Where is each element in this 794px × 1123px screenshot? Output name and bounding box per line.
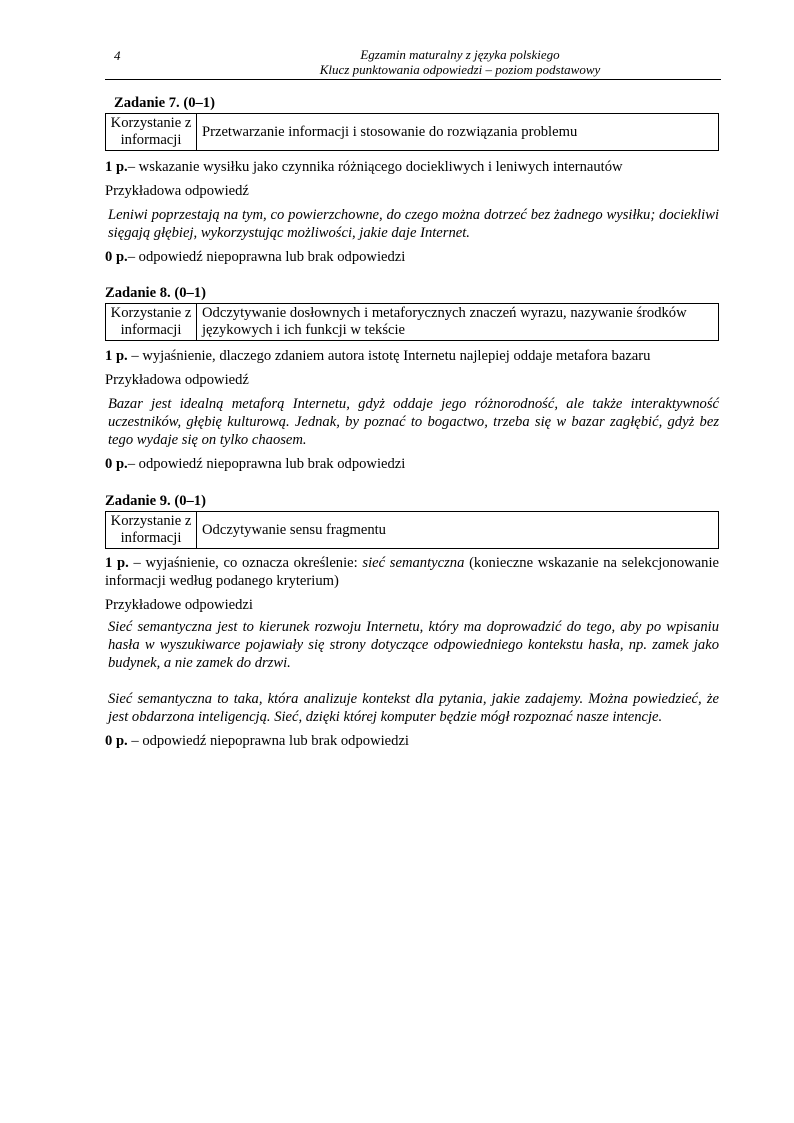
criterion-text: – odpowiedź niepoprawna lub brak odpowiedzi [127, 733, 409, 749]
task-9 [105, 493, 719, 549]
example-heading: Przykładowa odpowiedź [105, 183, 249, 199]
task-title: Zadanie 8. (0–1) [105, 285, 206, 301]
criterion-text: (konieczne wskazanie na selekcjonowanie informacji według podanego kryterium) [105, 555, 719, 589]
criterion-text: – wskazanie wysiłku jako czynnika różniącego dociekliwych i leniwych internautów [127, 159, 623, 175]
score-label: 0 p. [105, 249, 128, 265]
score-label: 1 p. [105, 555, 129, 571]
header-title: Egzamin maturalny z języka polskiego [360, 47, 560, 62]
skill-category: Korzystanie z informacji [106, 512, 197, 549]
example-heading: Przykładowa odpowiedź [105, 372, 249, 388]
task-7 [105, 95, 719, 151]
task-9-criteria [105, 554, 719, 750]
score-label: 0 p. [105, 456, 128, 472]
example-answer: Sieć semantyczna jest to kierunek rozwoju Internetu, który ma doprowadzić do tego, aby po wpisaniu hasła w wyszukiwarce pojawiały się strony dotyczące odpowiedniego kontekstu hasła, np. zamek jako budynek, a nie zamek do drzwi. [108, 619, 719, 671]
criterion-text: – odpowiedź niepoprawna lub brak odpowiedzi [127, 249, 406, 265]
score-label: 0 p. [105, 733, 128, 749]
criterion-text: – odpowiedź niepoprawna lub brak odpowiedzi [127, 456, 406, 472]
example-answer: Bazar jest idealną metaforą Internetu, gdyż oddaje jego różnorodność, ale także interaktywność uczestników, głębię kulturową. Jednak, by poznać to bogactwo, trzeba się w bazar zagłębić, gdyż bez tego wydaje się on tylko chaosem. [108, 396, 719, 448]
skill-description: Odczytywanie dosłownych i metaforycznych znaczeń wyrazu, nazywanie środków językowych i ich funkcji w tekście [197, 304, 719, 341]
skill-category: Korzystanie z informacji [106, 114, 197, 151]
page-number: 4 [114, 48, 121, 63]
score-label: 1 p. [105, 348, 128, 364]
running-header [200, 47, 720, 77]
zero-point-criterion [105, 248, 719, 266]
example-answer: Sieć semantyczna to taka, która analizuje kontekst dla pytania, jakie zadajemy. Można powiedzieć, że jest obdarzona inteligencją. Sieć, dzięki której komputer będzie mógł rozpoznać nasze intencje. [108, 691, 719, 725]
skill-table [105, 113, 719, 151]
skill-description: Odczytywanie sensu fragmentu [197, 512, 719, 549]
header-divider [105, 79, 721, 80]
example-heading: Przykładowe odpowiedzi [105, 597, 253, 613]
task-title: Zadanie 7. (0–1) [114, 95, 215, 111]
criterion-text: – wyjaśnienie, dlaczego zdaniem autora istotę Internetu najlepiej oddaje metafora bazaru [127, 348, 651, 364]
skill-category: Korzystanie z informacji [106, 304, 197, 341]
one-point-criterion [105, 554, 719, 590]
criterion-text: – wyjaśnienie, co oznacza określenie: [128, 555, 363, 571]
zero-point-criterion [105, 455, 719, 473]
criterion-term: sieć semantyczna [362, 555, 465, 571]
task-7-criteria [105, 158, 719, 266]
score-label: 1 p. [105, 159, 128, 175]
one-point-criterion [105, 347, 719, 365]
zero-point-criterion [105, 732, 719, 750]
task-8-criteria [105, 347, 719, 473]
skill-description: Przetwarzanie informacji i stosowanie do rozwiązania problemu [197, 114, 719, 151]
one-point-criterion [105, 158, 719, 176]
task-title: Zadanie 9. (0–1) [105, 493, 206, 509]
example-answer: Leniwi poprzestają na tym, co powierzchowne, do czego można dotrzeć bez żadnego wysiłku; dociekliwi sięgają głębiej, wykorzystując możliwości, jakie daje Internet. [108, 207, 719, 241]
skill-table [105, 511, 719, 549]
header-subtitle: Klucz punktowania odpowiedzi – poziom podstawowy [319, 62, 601, 77]
task-8 [105, 285, 719, 341]
skill-table [105, 303, 719, 341]
